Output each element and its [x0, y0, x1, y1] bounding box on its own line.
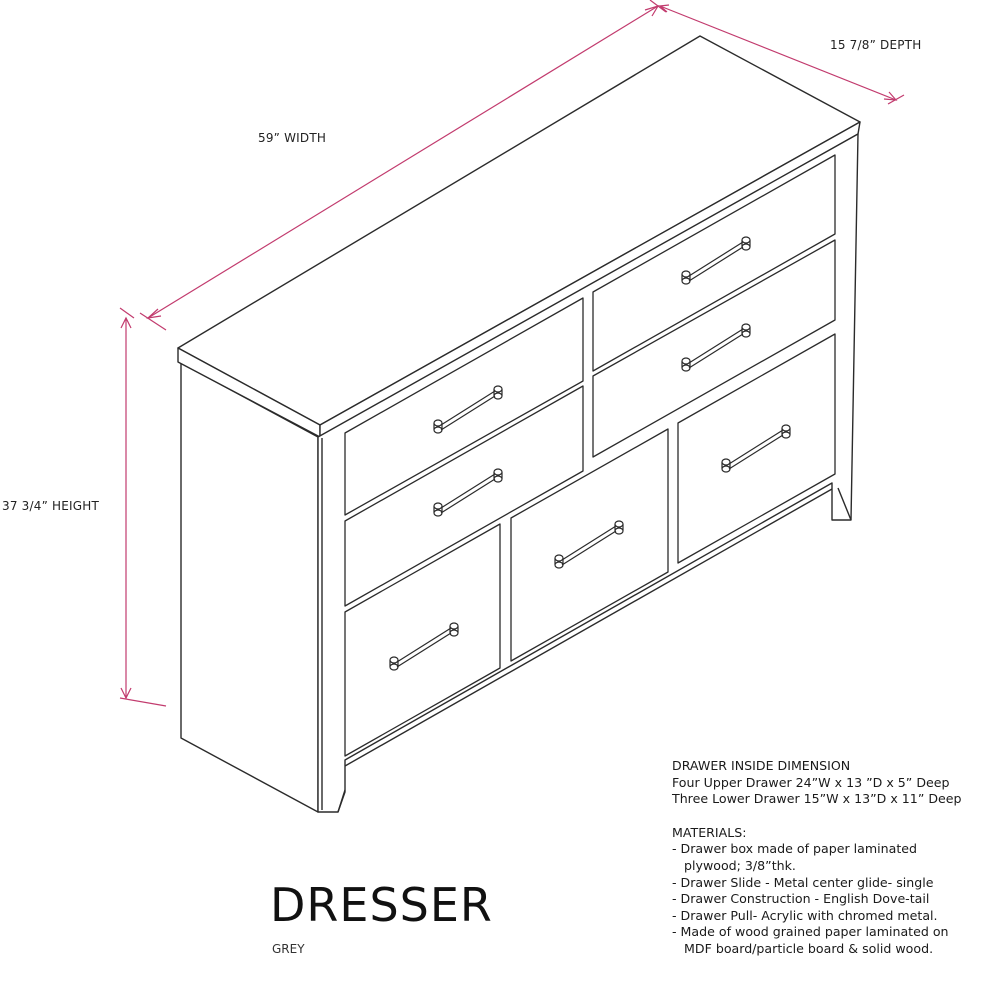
depth-label: 15 7/8” DEPTH [830, 38, 922, 52]
material-item: - Made of wood grained paper laminated on MDF board/particle board & solid wood. [672, 924, 949, 956]
material-item: - Drawer Slide - Metal center glide- single [672, 874, 934, 890]
drawer-dimension-upper: Four Upper Drawer 24”W x 13 ”D x 5” Deep [672, 774, 950, 790]
material-item: - Drawer Pull- Acrylic with chromed metal. [672, 907, 938, 923]
materials-list [672, 841, 992, 957]
materials-heading: MATERIALS: [672, 824, 747, 840]
product-title: DRESSER [270, 878, 493, 932]
dresser-side-panel [181, 363, 318, 812]
width-label: 59” WIDTH [258, 131, 327, 145]
drawer-dimension-lower: Three Lower Drawer 15”W x 13”D x 11” Deep [672, 791, 962, 807]
height-label: 37 3/4” HEIGHT [2, 499, 100, 513]
drawer-dimension-heading: DRAWER INSIDE DIMENSION [672, 758, 851, 773]
material-item: - Drawer box made of paper laminated plywood; 3/8”thk. [672, 841, 918, 873]
height-dimension-line [120, 308, 166, 706]
material-item: - Drawer Construction - English Dove-tail [672, 891, 930, 907]
product-color: GREY [272, 942, 305, 956]
spec-panel [672, 758, 992, 958]
